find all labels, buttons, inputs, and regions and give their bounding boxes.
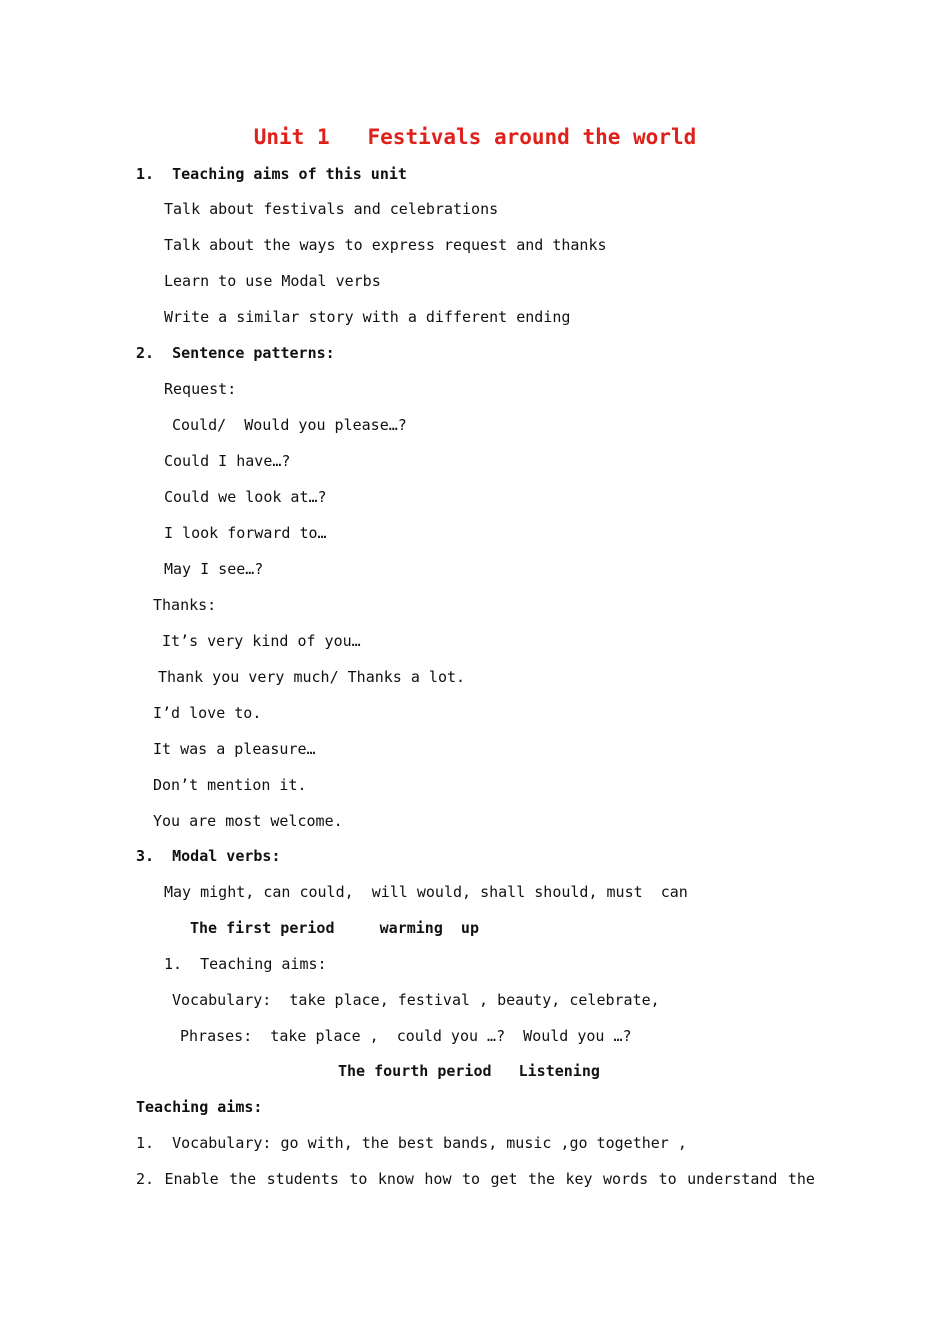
request-label: Request:: [164, 380, 237, 398]
request-item: I look forward to…: [164, 524, 327, 542]
thanks-item: Don’t mention it.: [153, 776, 307, 794]
word: students: [266, 1170, 339, 1188]
word: words: [603, 1170, 649, 1188]
first-period-aims: 1. Teaching aims:: [164, 955, 327, 973]
word: to: [658, 1170, 677, 1188]
thanks-item: It’s very kind of you…: [162, 632, 361, 650]
word: understand: [687, 1170, 778, 1188]
fourth-period-aims: Teaching aims:: [136, 1098, 263, 1116]
fourth-period-heading: The fourth period Listening: [338, 1062, 600, 1080]
aim-item: Learn to use Modal verbs: [164, 272, 381, 290]
word: the: [229, 1170, 257, 1188]
thanks-item: Thank you very much/ Thanks a lot.: [158, 668, 466, 686]
word: 2.: [136, 1170, 155, 1188]
thanks-item: I’d love to.: [153, 704, 262, 722]
word: how: [424, 1170, 452, 1188]
aim-item: Talk about the ways to express request and thanks: [164, 236, 607, 254]
document-title: Unit 1 Festivals around the world: [253, 125, 697, 149]
vocabulary-line: Vocabulary: take place, festival , beauty, celebrate,: [172, 991, 660, 1009]
word: know: [377, 1170, 414, 1188]
request-item: Could/ Would you please…?: [172, 416, 407, 434]
first-period-heading: The first period warming up: [190, 919, 479, 937]
request-item: Could we look at…?: [164, 488, 327, 506]
word: the: [527, 1170, 556, 1188]
word: to: [349, 1170, 368, 1188]
request-item: Could I have…?: [164, 452, 291, 470]
thanks-item: You are most welcome.: [153, 812, 343, 830]
fourth-period-item-2: [136, 1170, 815, 1188]
phrases-line: Phrases: take place , could you …? Would you …?: [180, 1027, 632, 1045]
section-3-heading: 3. Modal verbs:: [136, 847, 281, 865]
thanks-item: It was a pleasure…: [153, 740, 316, 758]
section-2-heading: 2. Sentence patterns:: [136, 344, 335, 362]
section-1-heading: 1. Teaching aims of this unit: [136, 165, 407, 183]
aim-item: Write a similar story with a different ending: [164, 308, 571, 326]
request-item: May I see…?: [164, 560, 264, 578]
word: key: [565, 1170, 593, 1188]
aim-item: Talk about festivals and celebrations: [164, 200, 499, 218]
modal-verbs-list: May might, can could, will would, shall should, must can: [164, 883, 688, 901]
word: Enable: [164, 1170, 219, 1188]
fourth-period-item-1: 1. Vocabulary: go with, the best bands, music ,go together ,: [136, 1134, 687, 1152]
word: the: [787, 1170, 815, 1188]
word: get: [490, 1170, 518, 1188]
word: to: [461, 1170, 480, 1188]
thanks-label: Thanks:: [153, 596, 217, 614]
